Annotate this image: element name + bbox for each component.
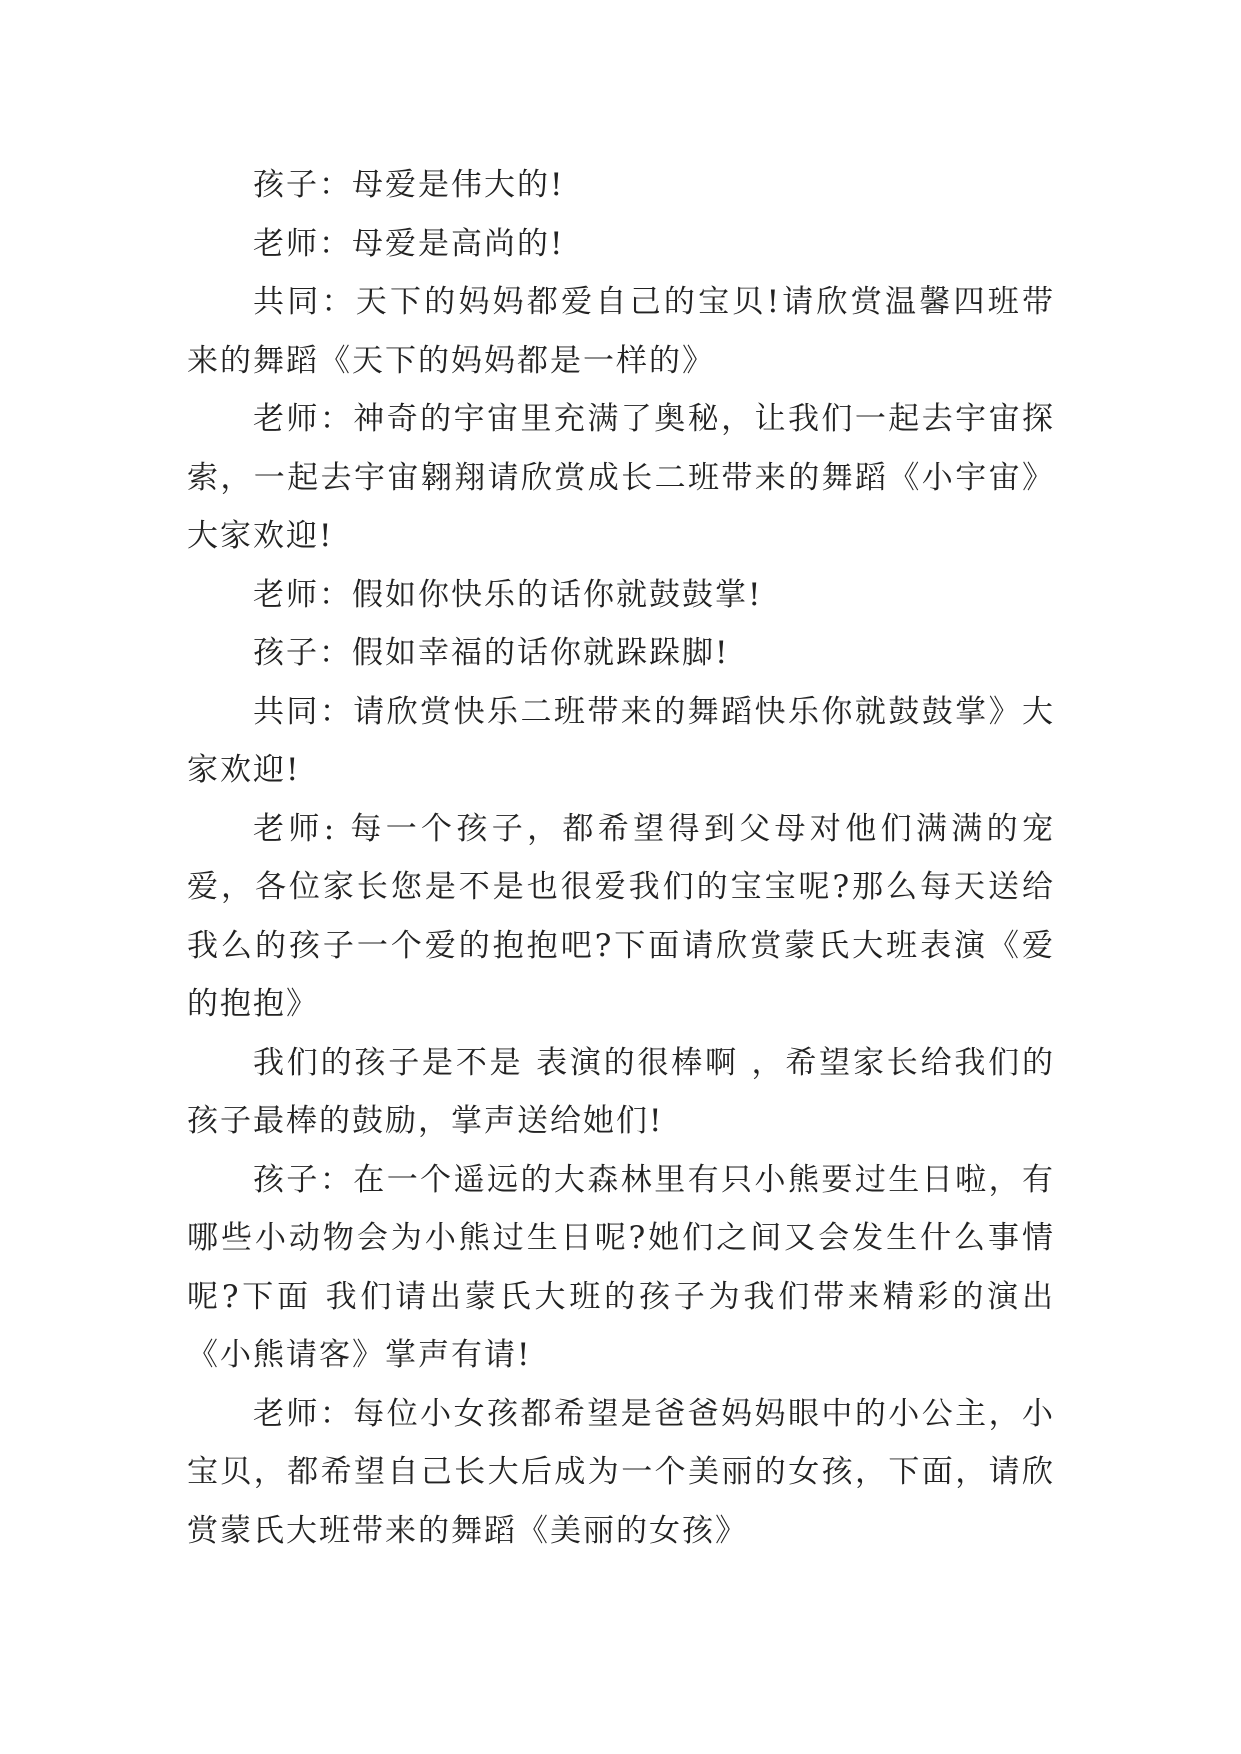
paragraph-together-mothers-dance: 共同：天下的妈妈都爱自己的宝贝!请欣赏温馨四班带来的舞蹈《天下的妈妈都是一样的》 [187,284,1055,379]
paragraph-applause-encouragement: 我们的孩子是不是 表演的很棒啊 ，希望家长给我们的孩子最棒的鼓励，掌声送给她们! [187,1044,1055,1139]
paragraph-child-mother-love-great: 孩子：母爱是伟大的! [253,167,565,203]
paragraph-teacher-universe-dance: 老师：神奇的宇宙里充满了奥秘，让我们一起去宇宙探索，一起去宇宙翱翔请欣赏成长二班带来的舞蹈《小宇宙》大家欢迎! [187,401,1055,554]
paragraph-teacher-love-hug: 老师: 每一个孩子，都希望得到父母对他们满满的宠爱，各位家长您是不是也很爱我们的宝宝呢?那么每天送给我么的孩子一个爱的抱抱吧?下面请欣赏蒙氏大班表演《爱的抱抱》 [187,810,1055,1022]
paragraph-teacher-beautiful-girl: 老师：每位小女孩都希望是爸爸妈妈眼中的小公主，小宝贝，都希望自己长大后成为一个美丽的女孩，下面，请欣赏蒙氏大班带来的舞蹈《美丽的女孩》 [187,1395,1055,1549]
paragraph-teacher-mother-love-noble: 老师：母爱是高尚的! [253,225,565,262]
paragraph-together-happy-dance: 共同：请欣赏快乐二班带来的舞蹈快乐你就鼓鼓掌》大家欢迎! [187,693,1055,788]
paragraph-teacher-clap-hands: 老师：假如你快乐的话你就鼓鼓掌! [253,576,763,613]
paragraph-child-stamp-feet: 孩子：假如幸福的话你就跺跺脚! [253,635,730,671]
paragraph-child-bear-party: 孩子：在一个遥远的大森林里有只小熊要过生日啦，有哪些小动物会为小熊过生日呢?她们之间又会发生什么事情呢?下面 我们请出蒙氏大班的孩子为我们带来精彩的演出《小熊请客》掌声有请! [187,1161,1055,1373]
document-body [187,156,1055,1560]
